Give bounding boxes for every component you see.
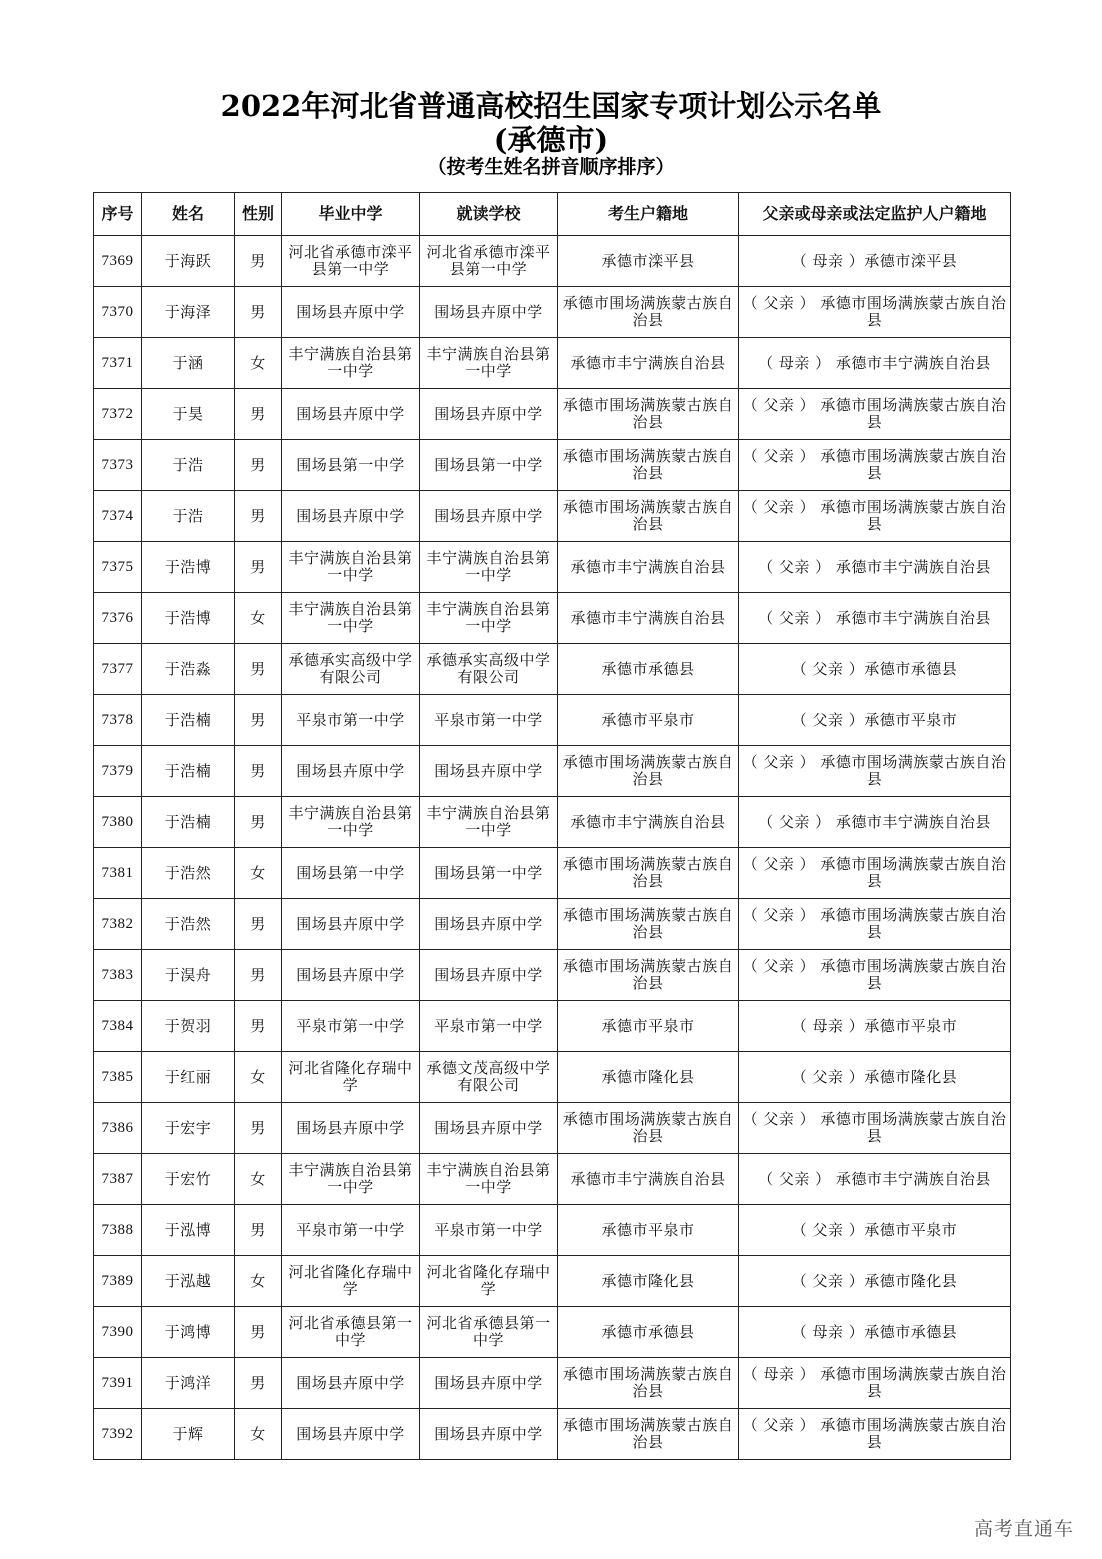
- cell-guardian-hukou: （ 父亲 ） 承德市围场满族蒙古族自治县: [739, 1103, 1011, 1154]
- cell-graduation-school: 丰宁满族自治县第一中学: [282, 593, 420, 644]
- cell-graduation-school: 围场县卉原中学: [282, 950, 420, 1001]
- cell-guardian-hukou: （ 父亲 ）承德市隆化县: [739, 1256, 1011, 1307]
- cell-current-school: 河北省承德市滦平县第一中学: [420, 236, 558, 287]
- cell-seq: 7369: [94, 236, 142, 287]
- cell-graduation-school: 河北省隆化存瑞中学: [282, 1052, 420, 1103]
- table-row: [94, 1358, 1011, 1409]
- cell-gender: 男: [235, 389, 282, 440]
- cell-graduation-school: 围场县第一中学: [282, 848, 420, 899]
- cell-gender: 男: [235, 1001, 282, 1052]
- cell-gender: 男: [235, 1307, 282, 1358]
- table-row: [94, 644, 1011, 695]
- cell-seq: 7392: [94, 1409, 142, 1460]
- header-current-school: 就读学校: [420, 193, 558, 236]
- cell-current-school: 丰宁满族自治县第一中学: [420, 797, 558, 848]
- cell-current-school: 河北省隆化存瑞中学: [420, 1256, 558, 1307]
- cell-graduation-school: 平泉市第一中学: [282, 1001, 420, 1052]
- cell-guardian-hukou: （ 父亲 ） 承德市丰宁满族自治县: [739, 797, 1011, 848]
- cell-guardian-hukou: （ 父亲 ） 承德市围场满族蒙古族自治县: [739, 899, 1011, 950]
- table-row: [94, 1256, 1011, 1307]
- document-subtitle-city: (承德市): [493, 123, 609, 157]
- header-guardian-hukou: 父亲或母亲或法定监护人户籍地: [739, 193, 1011, 236]
- cell-name: 于淏舟: [142, 950, 235, 1001]
- cell-guardian-hukou: （ 父亲 ） 承德市丰宁满族自治县: [739, 542, 1011, 593]
- cell-current-school: 围场县卉原中学: [420, 950, 558, 1001]
- cell-student-hukou: 承德市滦平县: [558, 236, 739, 287]
- cell-gender: 男: [235, 644, 282, 695]
- cell-seq: 7371: [94, 338, 142, 389]
- cell-student-hukou: 承德市围场满族蒙古族自治县: [558, 287, 739, 338]
- cell-current-school: 围场县卉原中学: [420, 746, 558, 797]
- cell-name: 于辉: [142, 1409, 235, 1460]
- cell-current-school: 丰宁满族自治县第一中学: [420, 542, 558, 593]
- document-title: 2022年河北省普通高校招生国家专项计划公示名单: [220, 89, 882, 123]
- header-student-hukou: 考生户籍地: [558, 193, 739, 236]
- header-name: 姓名: [142, 193, 235, 236]
- cell-gender: 男: [235, 491, 282, 542]
- cell-student-hukou: 承德市围场满族蒙古族自治县: [558, 1409, 739, 1460]
- cell-student-hukou: 承德市平泉市: [558, 1205, 739, 1256]
- cell-current-school: 河北省承德县第一中学: [420, 1307, 558, 1358]
- table-row: [94, 695, 1011, 746]
- cell-name: 于浩楠: [142, 746, 235, 797]
- cell-current-school: 围场县卉原中学: [420, 389, 558, 440]
- cell-seq: 7384: [94, 1001, 142, 1052]
- cell-seq: 7381: [94, 848, 142, 899]
- cell-name: 于浩楠: [142, 695, 235, 746]
- table-row: [94, 797, 1011, 848]
- cell-current-school: 围场县卉原中学: [420, 1103, 558, 1154]
- table-row: [94, 491, 1011, 542]
- cell-student-hukou: 承德市围场满族蒙古族自治县: [558, 1358, 739, 1409]
- table-row: [94, 1409, 1011, 1460]
- cell-student-hukou: 承德市承德县: [558, 644, 739, 695]
- cell-graduation-school: 丰宁满族自治县第一中学: [282, 542, 420, 593]
- cell-graduation-school: 平泉市第一中学: [282, 695, 420, 746]
- cell-graduation-school: 围场县第一中学: [282, 440, 420, 491]
- cell-graduation-school: 丰宁满族自治县第一中学: [282, 797, 420, 848]
- table-row: [94, 1154, 1011, 1205]
- cell-guardian-hukou: （ 父亲 ）承德市隆化县: [739, 1052, 1011, 1103]
- cell-name: 于浩楠: [142, 797, 235, 848]
- cell-gender: 男: [235, 1358, 282, 1409]
- cell-guardian-hukou: （ 母亲 ） 承德市围场满族蒙古族自治县: [739, 1358, 1011, 1409]
- cell-guardian-hukou: （ 父亲 ）承德市承德县: [739, 644, 1011, 695]
- cell-seq: 7379: [94, 746, 142, 797]
- cell-graduation-school: 平泉市第一中学: [282, 1205, 420, 1256]
- cell-guardian-hukou: （ 母亲 ）承德市承德县: [739, 1307, 1011, 1358]
- table-row: [94, 1205, 1011, 1256]
- cell-name: 于浩然: [142, 899, 235, 950]
- cell-gender: 男: [235, 1205, 282, 1256]
- cell-guardian-hukou: （ 父亲 ）承德市平泉市: [739, 1205, 1011, 1256]
- cell-seq: 7374: [94, 491, 142, 542]
- cell-name: 于涵: [142, 338, 235, 389]
- cell-seq: 7385: [94, 1052, 142, 1103]
- cell-student-hukou: 承德市隆化县: [558, 1256, 739, 1307]
- cell-name: 于浩然: [142, 848, 235, 899]
- cell-current-school: 平泉市第一中学: [420, 1205, 558, 1256]
- cell-graduation-school: 河北省隆化存瑞中学: [282, 1256, 420, 1307]
- cell-current-school: 承德文茂高级中学有限公司: [420, 1052, 558, 1103]
- header-graduation-school: 毕业中学: [282, 193, 420, 236]
- cell-current-school: 围场县第一中学: [420, 848, 558, 899]
- cell-current-school: 平泉市第一中学: [420, 695, 558, 746]
- cell-graduation-school: 围场县卉原中学: [282, 287, 420, 338]
- cell-seq: 7375: [94, 542, 142, 593]
- table-header-row: [94, 193, 1011, 236]
- cell-graduation-school: 河北省承德市滦平县第一中学: [282, 236, 420, 287]
- cell-graduation-school: 承德承实高级中学有限公司: [282, 644, 420, 695]
- table-row: [94, 389, 1011, 440]
- cell-name: 于浩: [142, 491, 235, 542]
- cell-gender: 男: [235, 1103, 282, 1154]
- cell-current-school: 丰宁满族自治县第一中学: [420, 1154, 558, 1205]
- cell-student-hukou: 承德市隆化县: [558, 1052, 739, 1103]
- cell-guardian-hukou: （ 父亲 ） 承德市围场满族蒙古族自治县: [739, 1409, 1011, 1460]
- cell-gender: 女: [235, 1154, 282, 1205]
- cell-seq: 7382: [94, 899, 142, 950]
- table-row: [94, 338, 1011, 389]
- cell-name: 于浩博: [142, 542, 235, 593]
- cell-graduation-school: 围场县卉原中学: [282, 1103, 420, 1154]
- cell-graduation-school: 围场县卉原中学: [282, 1409, 420, 1460]
- cell-guardian-hukou: （ 父亲 ） 承德市围场满族蒙古族自治县: [739, 287, 1011, 338]
- cell-gender: 男: [235, 899, 282, 950]
- table-body: [94, 236, 1011, 1460]
- cell-seq: 7380: [94, 797, 142, 848]
- table-row: [94, 899, 1011, 950]
- cell-guardian-hukou: （ 父亲 ） 承德市围场满族蒙古族自治县: [739, 491, 1011, 542]
- cell-name: 于昊: [142, 389, 235, 440]
- cell-name: 于红丽: [142, 1052, 235, 1103]
- cell-student-hukou: 承德市围场满族蒙古族自治县: [558, 899, 739, 950]
- cell-gender: 男: [235, 695, 282, 746]
- roster-table: [93, 192, 1011, 1460]
- cell-name: 于海跃: [142, 236, 235, 287]
- cell-graduation-school: 丰宁满族自治县第一中学: [282, 338, 420, 389]
- cell-gender: 男: [235, 797, 282, 848]
- cell-name: 于泓博: [142, 1205, 235, 1256]
- cell-gender: 男: [235, 236, 282, 287]
- cell-gender: 男: [235, 746, 282, 797]
- cell-student-hukou: 承德市围场满族蒙古族自治县: [558, 746, 739, 797]
- cell-guardian-hukou: （ 父亲 ） 承德市围场满族蒙古族自治县: [739, 848, 1011, 899]
- cell-gender: 女: [235, 848, 282, 899]
- table-row: [94, 236, 1011, 287]
- cell-graduation-school: 围场县卉原中学: [282, 389, 420, 440]
- cell-guardian-hukou: （ 父亲 ） 承德市围场满族蒙古族自治县: [739, 746, 1011, 797]
- cell-student-hukou: 承德市承德县: [558, 1307, 739, 1358]
- table-row: [94, 1001, 1011, 1052]
- cell-name: 于宏宇: [142, 1103, 235, 1154]
- cell-name: 于浩: [142, 440, 235, 491]
- cell-guardian-hukou: （ 父亲 ） 承德市围场满族蒙古族自治县: [739, 950, 1011, 1001]
- cell-seq: 7378: [94, 695, 142, 746]
- cell-current-school: 承德承实高级中学有限公司: [420, 644, 558, 695]
- cell-student-hukou: 承德市平泉市: [558, 695, 739, 746]
- cell-seq: 7373: [94, 440, 142, 491]
- header-gender: 性别: [235, 193, 282, 236]
- cell-seq: 7389: [94, 1256, 142, 1307]
- cell-student-hukou: 承德市平泉市: [558, 1001, 739, 1052]
- cell-student-hukou: 承德市围场满族蒙古族自治县: [558, 491, 739, 542]
- cell-seq: 7386: [94, 1103, 142, 1154]
- cell-seq: 7391: [94, 1358, 142, 1409]
- cell-student-hukou: 承德市丰宁满族自治县: [558, 797, 739, 848]
- table-row: [94, 1052, 1011, 1103]
- cell-current-school: 围场县卉原中学: [420, 899, 558, 950]
- cell-seq: 7387: [94, 1154, 142, 1205]
- cell-student-hukou: 承德市围场满族蒙古族自治县: [558, 848, 739, 899]
- cell-name: 于鸿洋: [142, 1358, 235, 1409]
- header-seq: 序号: [94, 193, 142, 236]
- cell-gender: 男: [235, 950, 282, 1001]
- cell-seq: 7370: [94, 287, 142, 338]
- cell-name: 于浩博: [142, 593, 235, 644]
- cell-student-hukou: 承德市围场满族蒙古族自治县: [558, 950, 739, 1001]
- cell-gender: 女: [235, 338, 282, 389]
- cell-gender: 男: [235, 287, 282, 338]
- cell-student-hukou: 承德市丰宁满族自治县: [558, 1154, 739, 1205]
- cell-current-school: 丰宁满族自治县第一中学: [420, 338, 558, 389]
- cell-guardian-hukou: （ 父亲 ） 承德市围场满族蒙古族自治县: [739, 440, 1011, 491]
- cell-student-hukou: 承德市丰宁满族自治县: [558, 593, 739, 644]
- cell-graduation-school: 围场县卉原中学: [282, 491, 420, 542]
- cell-seq: 7390: [94, 1307, 142, 1358]
- cell-guardian-hukou: （ 母亲 ）承德市平泉市: [739, 1001, 1011, 1052]
- cell-seq: 7372: [94, 389, 142, 440]
- watermark-text: 高考直通车: [973, 1518, 1074, 1540]
- document-subtitle-sort-note: （按考生姓名拼音顺序排序）: [427, 156, 675, 178]
- table-row: [94, 287, 1011, 338]
- table-row: [94, 593, 1011, 644]
- cell-guardian-hukou: （ 父亲 ）承德市平泉市: [739, 695, 1011, 746]
- table-row: [94, 542, 1011, 593]
- cell-graduation-school: 围场县卉原中学: [282, 899, 420, 950]
- cell-student-hukou: 承德市丰宁满族自治县: [558, 338, 739, 389]
- cell-guardian-hukou: （ 母亲 ） 承德市丰宁满族自治县: [739, 338, 1011, 389]
- cell-gender: 女: [235, 593, 282, 644]
- cell-current-school: 围场县第一中学: [420, 440, 558, 491]
- cell-graduation-school: 河北省承德县第一中学: [282, 1307, 420, 1358]
- table-row: [94, 746, 1011, 797]
- table-row: [94, 848, 1011, 899]
- cell-gender: 女: [235, 1256, 282, 1307]
- cell-seq: 7376: [94, 593, 142, 644]
- cell-name: 于海泽: [142, 287, 235, 338]
- table-row: [94, 950, 1011, 1001]
- cell-name: 于鸿博: [142, 1307, 235, 1358]
- cell-name: 于泓越: [142, 1256, 235, 1307]
- cell-gender: 男: [235, 542, 282, 593]
- cell-student-hukou: 承德市围场满族蒙古族自治县: [558, 440, 739, 491]
- cell-name: 于宏竹: [142, 1154, 235, 1205]
- cell-guardian-hukou: （ 父亲 ） 承德市丰宁满族自治县: [739, 1154, 1011, 1205]
- cell-student-hukou: 承德市围场满族蒙古族自治县: [558, 389, 739, 440]
- cell-current-school: 围场县卉原中学: [420, 1358, 558, 1409]
- cell-graduation-school: 丰宁满族自治县第一中学: [282, 1154, 420, 1205]
- cell-name: 于贺羽: [142, 1001, 235, 1052]
- cell-gender: 女: [235, 1409, 282, 1460]
- cell-guardian-hukou: （ 父亲 ） 承德市丰宁满族自治县: [739, 593, 1011, 644]
- cell-student-hukou: 承德市围场满族蒙古族自治县: [558, 1103, 739, 1154]
- cell-current-school: 围场县卉原中学: [420, 1409, 558, 1460]
- cell-seq: 7388: [94, 1205, 142, 1256]
- cell-current-school: 围场县卉原中学: [420, 287, 558, 338]
- cell-guardian-hukou: （ 母亲 ）承德市滦平县: [739, 236, 1011, 287]
- cell-graduation-school: 围场县卉原中学: [282, 1358, 420, 1409]
- cell-graduation-school: 围场县卉原中学: [282, 746, 420, 797]
- cell-seq: 7377: [94, 644, 142, 695]
- cell-current-school: 围场县卉原中学: [420, 491, 558, 542]
- cell-current-school: 平泉市第一中学: [420, 1001, 558, 1052]
- cell-current-school: 丰宁满族自治县第一中学: [420, 593, 558, 644]
- cell-seq: 7383: [94, 950, 142, 1001]
- cell-student-hukou: 承德市丰宁满族自治县: [558, 542, 739, 593]
- cell-guardian-hukou: （ 父亲 ） 承德市围场满族蒙古族自治县: [739, 389, 1011, 440]
- cell-gender: 男: [235, 440, 282, 491]
- table-row: [94, 440, 1011, 491]
- table-row: [94, 1103, 1011, 1154]
- table-row: [94, 1307, 1011, 1358]
- cell-gender: 女: [235, 1052, 282, 1103]
- cell-name: 于浩淼: [142, 644, 235, 695]
